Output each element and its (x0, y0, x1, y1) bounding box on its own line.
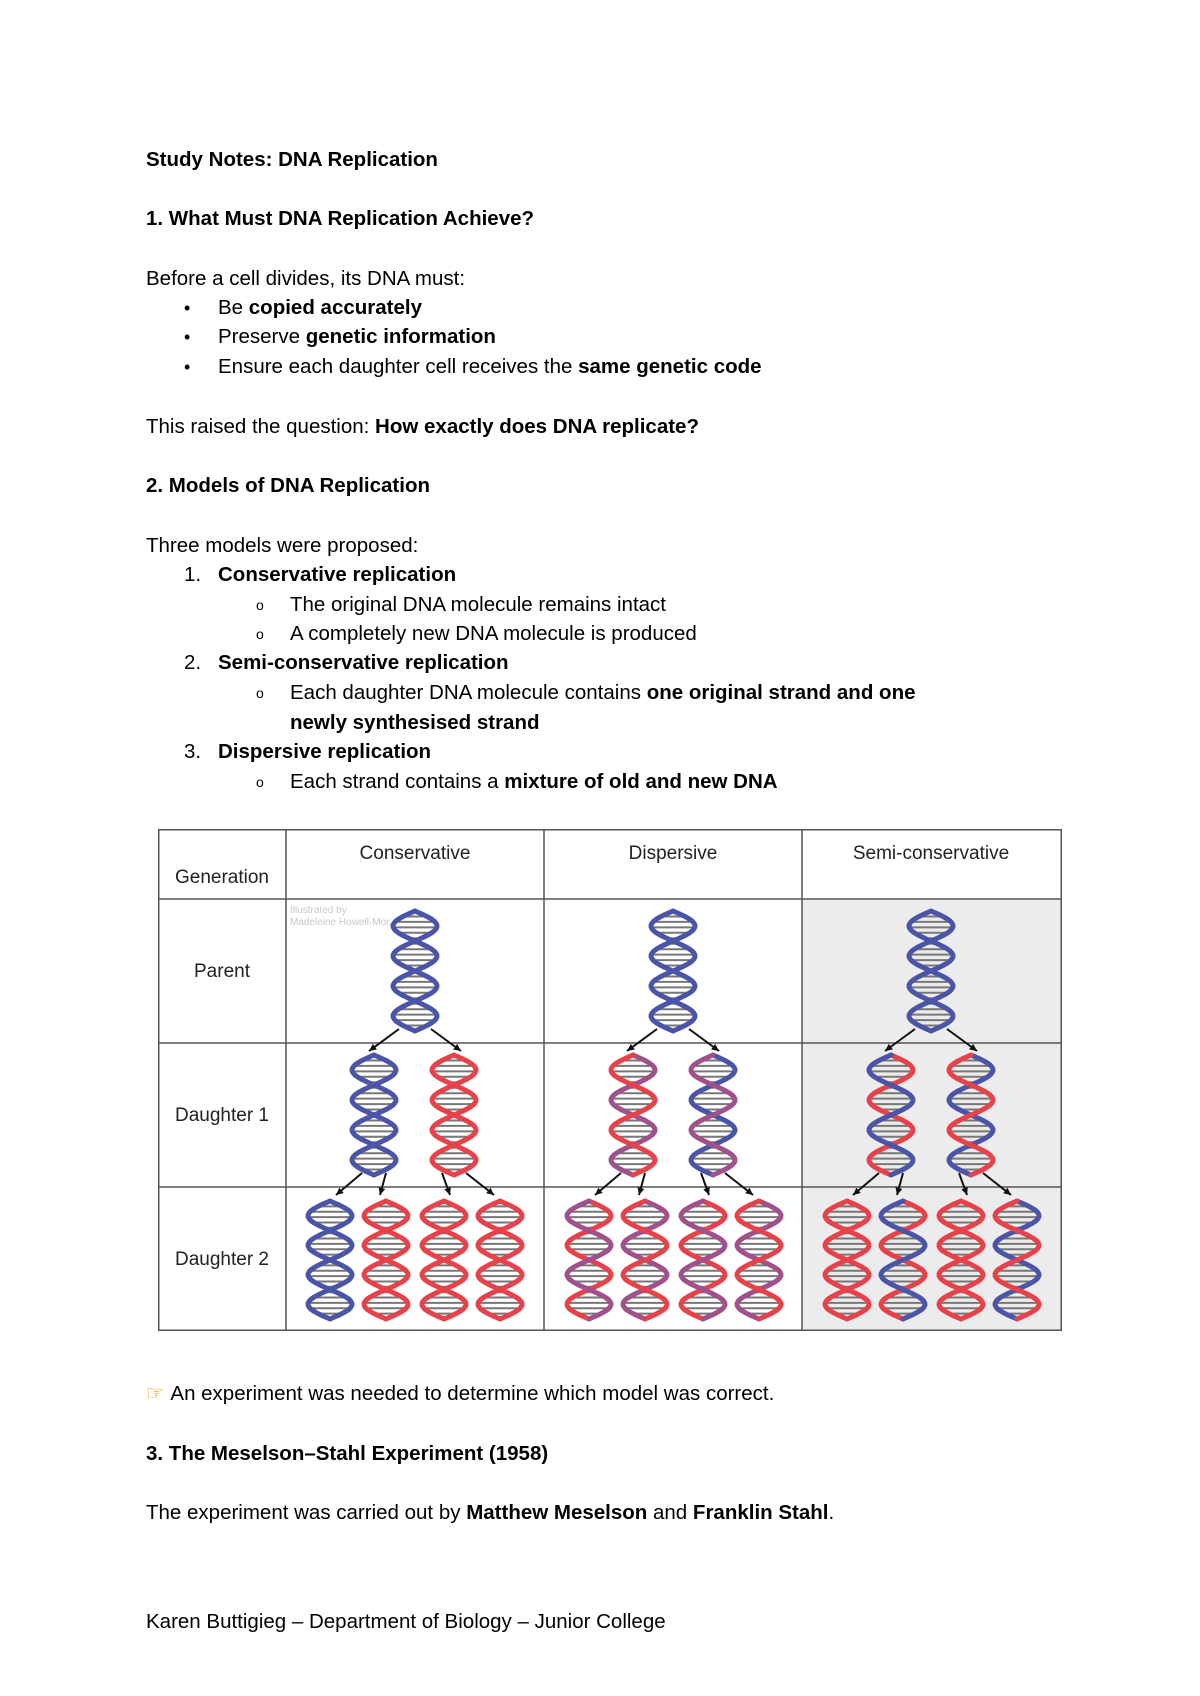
bullet-item: Be copied accurately (218, 296, 422, 319)
row-label-daughter-2: Daughter 2 (174, 1249, 270, 1270)
section-3-heading: 3. The Meselson–Stahl Experiment (1958) (146, 1442, 549, 1465)
svg-text:Madeleine Howell-Mor...: Madeleine Howell-Mor... (290, 917, 398, 928)
dna-helix (478, 1201, 522, 1319)
dna-helix (651, 911, 695, 1031)
model-point-continued: newly synthesised strand (290, 711, 540, 734)
list-number: 1. (184, 563, 202, 586)
model-point: The original DNA molecule remains intact (290, 593, 666, 616)
arrow (379, 1173, 387, 1195)
dna-helix (364, 1201, 408, 1319)
model-point: Each daughter DNA molecule contains one original strand and one (290, 681, 916, 704)
circle-bullet: o (256, 626, 264, 642)
arrow (466, 1173, 494, 1195)
section-2-intro: Three models were proposed: (146, 534, 419, 557)
arrow (725, 1173, 753, 1195)
list-number: 2. (184, 651, 202, 674)
bullet-dot: • (184, 298, 191, 318)
dna-helix (308, 1201, 352, 1319)
bullet-item: Ensure each daughter cell receives the same genetic code (218, 355, 762, 378)
arrow (336, 1173, 362, 1195)
arrow (431, 1029, 461, 1051)
dna-helix (737, 1201, 781, 1319)
section-1-intro: Before a cell divides, its DNA must: (146, 267, 466, 290)
bullet-dot: • (184, 327, 191, 347)
page-title: Study Notes: DNA Replication (146, 148, 438, 171)
model-name: Conservative replication (218, 563, 457, 586)
dna-helix (681, 1201, 725, 1319)
dna-helix (611, 1055, 655, 1175)
dna-helix (432, 1055, 476, 1175)
arrow (369, 1029, 399, 1051)
dna-helix (691, 1055, 735, 1175)
row-label-daughter-1: Daughter 1 (174, 1105, 270, 1126)
dna-helix (352, 1055, 396, 1175)
question-line: This raised the question: How exactly does DNA replicate? (146, 415, 699, 438)
circle-bullet: o (256, 597, 264, 613)
column-header-dispersive: Dispersive (628, 843, 718, 864)
column-header-conservative: Conservative (359, 843, 471, 864)
circle-bullet: o (256, 774, 264, 790)
arrow (689, 1029, 719, 1051)
arrow (595, 1173, 621, 1195)
model-point: Each strand contains a mixture of old and new DNA (290, 770, 778, 793)
replication-models-figure (158, 829, 1062, 1331)
column-header-semi-conservative: Semi-conservative (852, 843, 1010, 864)
section-3-text: The experiment was carried out by Matthew Meselson and Franklin Stahl. (146, 1501, 835, 1524)
model-point: A completely new DNA molecule is produced (290, 622, 697, 645)
bullet-item: Preserve genetic information (218, 325, 496, 348)
page-footer: Karen Buttigieg – Department of Biology – Junior College (146, 1610, 666, 1633)
dna-helix (567, 1201, 611, 1319)
bullet-dot: • (184, 357, 191, 377)
experiment-note: ☞ An experiment was needed to determine which model was correct. (146, 1380, 774, 1408)
svg-text:Illustrated by: Illustrated by (290, 905, 347, 916)
dna-helix (623, 1201, 667, 1319)
arrow (701, 1173, 710, 1195)
section-2-heading: 2. Models of DNA Replication (146, 474, 430, 497)
arrow (627, 1029, 657, 1051)
generation-header: Generation (174, 867, 270, 888)
model-name: Semi-conservative replication (218, 651, 509, 674)
circle-bullet: o (256, 685, 264, 701)
section-1-heading: 1. What Must DNA Replication Achieve? (146, 207, 535, 230)
model-name: Dispersive replication (218, 740, 432, 763)
list-number: 3. (184, 740, 202, 763)
arrow (442, 1173, 451, 1195)
row-label-parent: Parent (194, 961, 250, 982)
arrow (638, 1173, 646, 1195)
dna-helix (422, 1201, 466, 1319)
dna-helix (393, 911, 437, 1031)
pointing-hand-icon: ☞ (146, 1382, 165, 1405)
illustrator-watermark (290, 905, 397, 928)
